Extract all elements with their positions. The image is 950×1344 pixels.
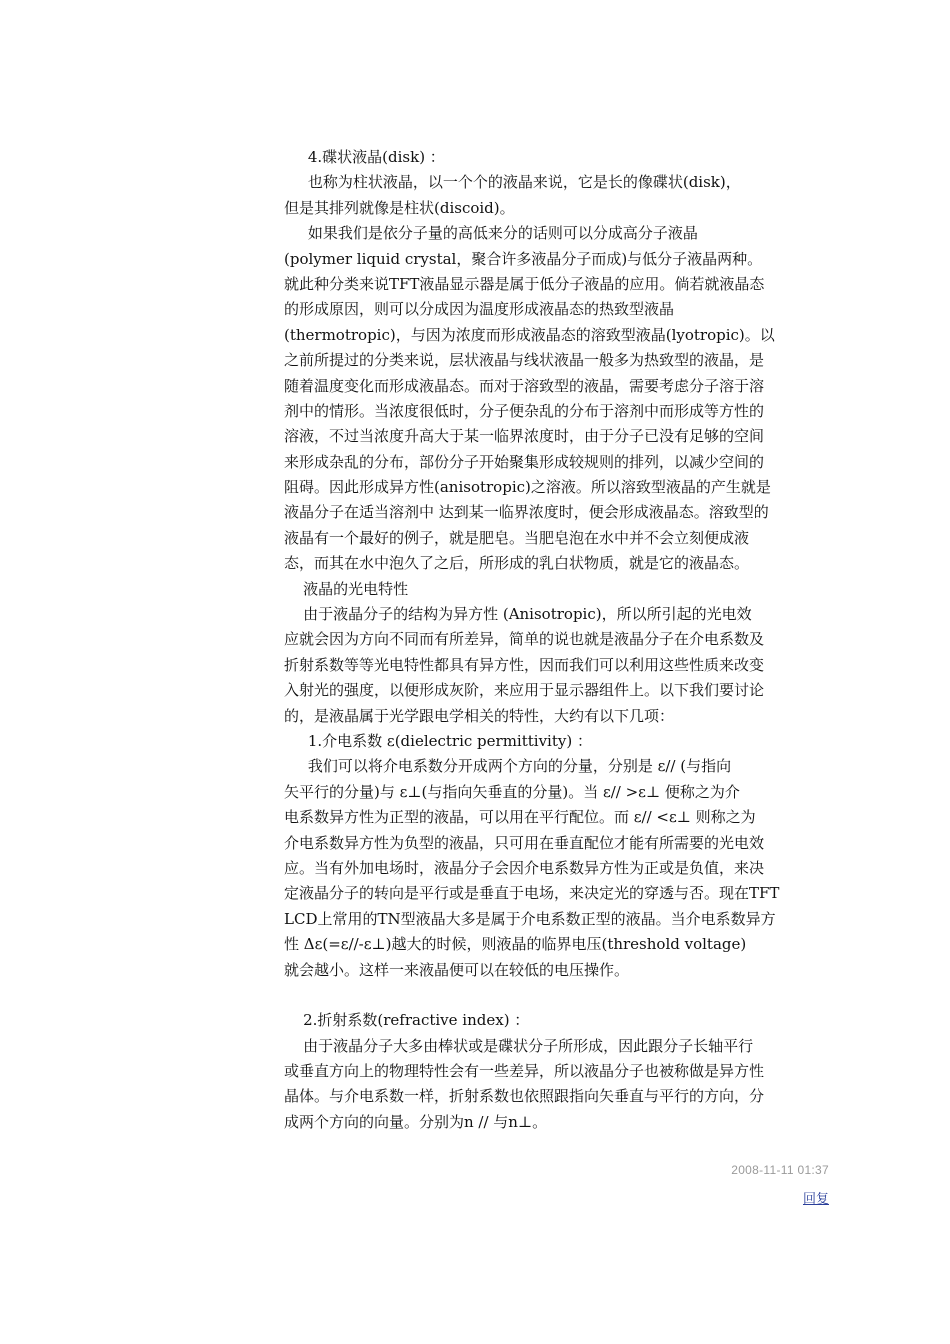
text-line: 定液晶分子的转向是平行或是垂直于电场，来决定光的穿透与否。现在TFT (284, 884, 780, 903)
text-line: 阻碍。因此形成异方性(anisotropic)之溶液。所以溶致型液晶的产生就是 (284, 478, 771, 497)
text-line: 应。当有外加电场时，液晶分子会因介电系数异方性为正或是负值，来决 (284, 858, 765, 877)
text-line: 就会越小。这样一来液晶便可以在较低的电压操作。 (284, 960, 630, 979)
text-line: 电系数异方性为正型的液晶，可以用在平行配位。而 ε// <ε⊥ 则称之为 (284, 808, 756, 827)
text-line: 的，是液晶属于光学跟电学相关的特性，大约有以下几项： (284, 706, 675, 725)
text-line: 来形成杂乱的分布，部份分子开始聚集形成较规则的排列，以减少空间的 (284, 452, 765, 471)
text-line: 晶体。与介电系数一样，折射系数也依照跟指向矢垂直与平行的方向，分 (284, 1087, 765, 1106)
text-line: (thermotropic)，与因为浓度而形成液晶态的溶致型液晶(lyotropic)。以 (284, 325, 775, 344)
text-line: 成两个方向的向量。分别为n // 与n⊥。 (284, 1112, 548, 1131)
text-line: 但是其排列就像是柱状(discoid)。 (284, 198, 515, 217)
text-line: 随着温度变化而形成液晶态。而对于溶致型的液晶，需要考虑分子溶于溶 (284, 376, 765, 395)
text-line: 我们可以将介电系数分开成两个方向的分量，分别是 ε// (与指向 (284, 757, 732, 776)
text-line: 性 Δε(=ε//-ε⊥)越大的时候，则液晶的临界电压(threshold voltage) (284, 935, 747, 954)
text-line: (polymer liquid crystal，聚合许多液晶分子而成)与低分子液晶两种。 (284, 249, 763, 268)
text-line: 折射系数等等光电特性都具有异方性，因而我们可以利用这些性质来改变 (284, 655, 765, 674)
section-heading: 液晶的光电特性 (284, 579, 409, 598)
text-line: 4.碟状液晶(disk) ： (284, 148, 445, 166)
text-line: 就此种分类来说TFT液晶显示器是属于低分子液晶的应用。倘若就液晶态 (284, 274, 765, 293)
text-line: 液晶分子在适当溶剂中 达到某一临界浓度时，便会形成液晶态。溶致型的 (284, 503, 769, 522)
text-line: 溶液，不过当浓度升高大于某一临界浓度时，由于分子已没有足够的空间 (284, 427, 765, 446)
text-line: 由于液晶分子的结构为异方性 (Anisotropic)，所以所引起的光电效 (284, 605, 752, 624)
text-line: 由于液晶分子大多由棒状或是碟状分子所形成，因此跟分子长轴平行 (284, 1036, 754, 1055)
text-line: 的形成原因，则可以分成因为温度形成液晶态的热致型液晶 (284, 300, 675, 319)
text-line: 态，而其在水中泡久了之后，所形成的乳白状物质，就是它的液晶态。 (284, 554, 750, 573)
text-line: 之前所提过的分类来说，层状液晶与线状液晶一般多为热致型的液晶，是 (284, 351, 765, 370)
text-line: 介电系数异方性为负型的液晶，只可用在垂直配位才能有所需要的光电效 (284, 833, 765, 852)
document-body (284, 145, 832, 1135)
text-line: LCD上常用的TN型液晶大多是属于介电系数正型的液晶。当介电系数异方 (284, 909, 776, 928)
text-line: 入射光的强度，以便形成灰阶，来应用于显示器组件上。以下我们要讨论 (284, 681, 765, 700)
text-line: 如果我们是依分子量的高低来分的话则可以分成高分子液晶 (284, 224, 698, 243)
text-line: 或垂直方向上的物理特性会有一些差异，所以液晶分子也被称做是异方性 (284, 1062, 765, 1081)
text-line: 液晶有一个最好的例子，就是肥皂。当肥皂泡在水中并不会立刻便成液 (284, 528, 750, 547)
reply-link[interactable]: 回复 (802, 1191, 829, 1206)
text-line: 应就会因为方向不同而有所差异，简单的说也就是液晶分子在介电系数及 (284, 630, 765, 649)
text-line: 矢平行的分量)与 ε⊥(与指向矢垂直的分量)。当 ε// >ε⊥ 便称之为介 (284, 782, 740, 801)
subsection-heading: 2.折射系数(refractive index) ： (284, 1011, 530, 1030)
blank-line (284, 983, 832, 1008)
post-timestamp: 2008-11-11 01:37 (731, 1163, 829, 1177)
subsection-heading: 1.介电系数 ε(dielectric permittivity) ： (284, 731, 592, 750)
text-line: 也称为柱状液晶，以一个个的液晶来说，它是长的像碟状(disk)， (284, 173, 741, 192)
text-line: 剂中的情形。当浓度很低时，分子便杂乱的分布于溶剂中而形成等方性的 (284, 401, 765, 420)
